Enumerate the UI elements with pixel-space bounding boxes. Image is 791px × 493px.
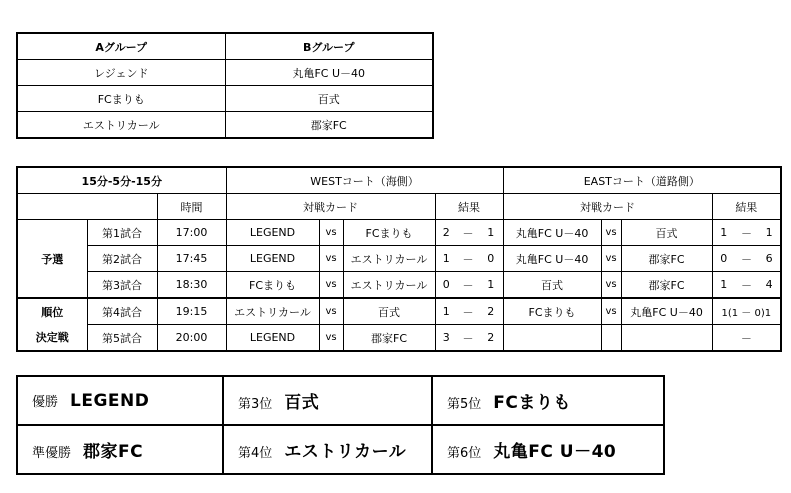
west-away-team: 郡家FC — [343, 325, 435, 352]
match-label: 第5試合 — [87, 325, 157, 352]
match-label: 第4試合 — [87, 298, 157, 325]
east-away-team: 百式 — [621, 220, 712, 246]
west-home-team: LEGEND — [226, 220, 319, 246]
west-score-away: 1 — [479, 272, 503, 299]
rank-label: 優勝 — [32, 394, 59, 410]
match-time: 17:45 — [157, 246, 226, 272]
group-b-team: 百式 — [225, 86, 433, 112]
east-score-home: 0 — [712, 246, 735, 272]
match-row — [17, 325, 781, 352]
east-home-team: 丸亀FC U－40 — [503, 220, 601, 246]
west-away-team: エストリカール — [343, 272, 435, 299]
score-dash: － — [457, 325, 479, 352]
empty-cell — [17, 194, 157, 220]
east-away-team: 丸亀FC U－40 — [621, 298, 712, 325]
rank-cell — [432, 376, 664, 425]
east-score-away: 1 — [758, 220, 781, 246]
east-score-home: 1 — [712, 272, 735, 299]
rank-label: 第5位 — [447, 397, 482, 412]
vs-label: vs — [319, 325, 343, 352]
east-score-away: 4 — [758, 272, 781, 299]
match-label: 第3試合 — [87, 272, 157, 299]
west-home-team: LEGEND — [226, 325, 319, 352]
west-result-header: 結果 — [435, 194, 503, 220]
score-dash: － — [457, 220, 479, 246]
east-home-team: 丸亀FC U－40 — [503, 246, 601, 272]
match-row — [17, 220, 781, 246]
score-dash: － — [457, 246, 479, 272]
vs-label: vs — [319, 298, 343, 325]
group-row — [17, 112, 433, 139]
match-time: 19:15 — [157, 298, 226, 325]
west-away-team: エストリカール — [343, 246, 435, 272]
rank-cell — [432, 425, 664, 474]
rank-cell — [223, 376, 432, 425]
match-time: 20:00 — [157, 325, 226, 352]
time-header: 時間 — [157, 194, 226, 220]
ranking-row — [17, 376, 664, 425]
group-a-header: Aグループ — [17, 33, 225, 60]
group-row — [17, 86, 433, 112]
vs-label: vs — [319, 220, 343, 246]
group-a-team: エストリカール — [17, 112, 225, 139]
east-home-team: FCまりも — [503, 298, 601, 325]
vs-label: vs — [601, 220, 621, 246]
score-dash: － — [457, 298, 479, 325]
west-home-team: LEGEND — [226, 246, 319, 272]
vs-label: vs — [601, 298, 621, 325]
score-dash: － — [735, 220, 758, 246]
group-table — [16, 32, 434, 139]
east-card-header: 対戦カード — [503, 194, 712, 220]
match-row — [17, 272, 781, 299]
rank-team: LEGEND — [70, 390, 150, 411]
east-court-header: EASTコート（道路側） — [503, 167, 781, 194]
ranking-row — [17, 425, 664, 474]
group-row — [17, 60, 433, 86]
score-dash: － — [735, 246, 758, 272]
vs-label: vs — [601, 246, 621, 272]
west-score-away: 2 — [479, 325, 503, 352]
west-score-home: 0 — [435, 272, 457, 299]
group-b-team: 丸亀FC U－40 — [225, 60, 433, 86]
rank-cell — [223, 425, 432, 474]
score-dash: － — [457, 272, 479, 299]
group-a-team: FCまりも — [17, 86, 225, 112]
west-home-team: FCまりも — [226, 272, 319, 299]
rank-cell — [17, 425, 223, 474]
match-row — [17, 246, 781, 272]
phase-prelim: 予選 — [17, 220, 87, 299]
rank-label: 第4位 — [238, 446, 273, 461]
east-score-away: 6 — [758, 246, 781, 272]
match-time: 18:30 — [157, 272, 226, 299]
rank-label: 準優勝 — [32, 446, 72, 461]
west-score-away: 0 — [479, 246, 503, 272]
west-court-header: WESTコート（海側） — [226, 167, 503, 194]
vs-label: vs — [319, 272, 343, 299]
east-away-team — [621, 325, 712, 352]
east-score-text: 1(1 － 0)1 — [712, 298, 781, 325]
match-format: 15分-5分-15分 — [17, 167, 226, 194]
west-score-away: 1 — [479, 220, 503, 246]
score-dash: － — [735, 272, 758, 299]
east-result-dash: － — [712, 325, 781, 352]
west-score-home: 3 — [435, 325, 457, 352]
ranking-table — [16, 375, 665, 475]
rank-team: FCまりも — [493, 393, 571, 413]
group-header-row — [17, 33, 433, 60]
phase-rank-2: 決定戦 — [17, 325, 87, 352]
east-score-home: 1 — [712, 220, 735, 246]
east-away-team: 郡家FC — [621, 272, 712, 299]
match-row — [17, 298, 781, 325]
rank-label: 第6位 — [447, 446, 482, 461]
rank-cell — [17, 376, 223, 425]
rank-label: 第3位 — [238, 397, 273, 412]
rank-team: 郡家FC — [83, 442, 144, 462]
phase-rank-1: 順位 — [17, 298, 87, 325]
west-score-home: 1 — [435, 246, 457, 272]
west-card-header: 対戦カード — [226, 194, 435, 220]
east-result-header: 結果 — [712, 194, 781, 220]
match-time: 17:00 — [157, 220, 226, 246]
vs-label — [601, 325, 621, 352]
vs-label: vs — [601, 272, 621, 299]
west-score-away: 2 — [479, 298, 503, 325]
schedule-table — [16, 166, 782, 352]
schedule-subheader-row — [17, 194, 781, 220]
match-label: 第2試合 — [87, 246, 157, 272]
west-away-team: FCまりも — [343, 220, 435, 246]
west-score-home: 2 — [435, 220, 457, 246]
group-a-team: レジェンド — [17, 60, 225, 86]
east-away-team: 郡家FC — [621, 246, 712, 272]
schedule-header-row — [17, 167, 781, 194]
west-home-team: エストリカール — [226, 298, 319, 325]
east-home-team: 百式 — [503, 272, 601, 299]
west-away-team: 百式 — [343, 298, 435, 325]
rank-team: 百式 — [284, 393, 320, 413]
group-b-header: Bグループ — [225, 33, 433, 60]
vs-label: vs — [319, 246, 343, 272]
match-label: 第1試合 — [87, 220, 157, 246]
group-b-team: 郡家FC — [225, 112, 433, 139]
east-home-team — [503, 325, 601, 352]
west-score-home: 1 — [435, 298, 457, 325]
rank-team: 丸亀FC U－40 — [493, 442, 617, 462]
rank-team: エストリカール — [284, 442, 407, 462]
